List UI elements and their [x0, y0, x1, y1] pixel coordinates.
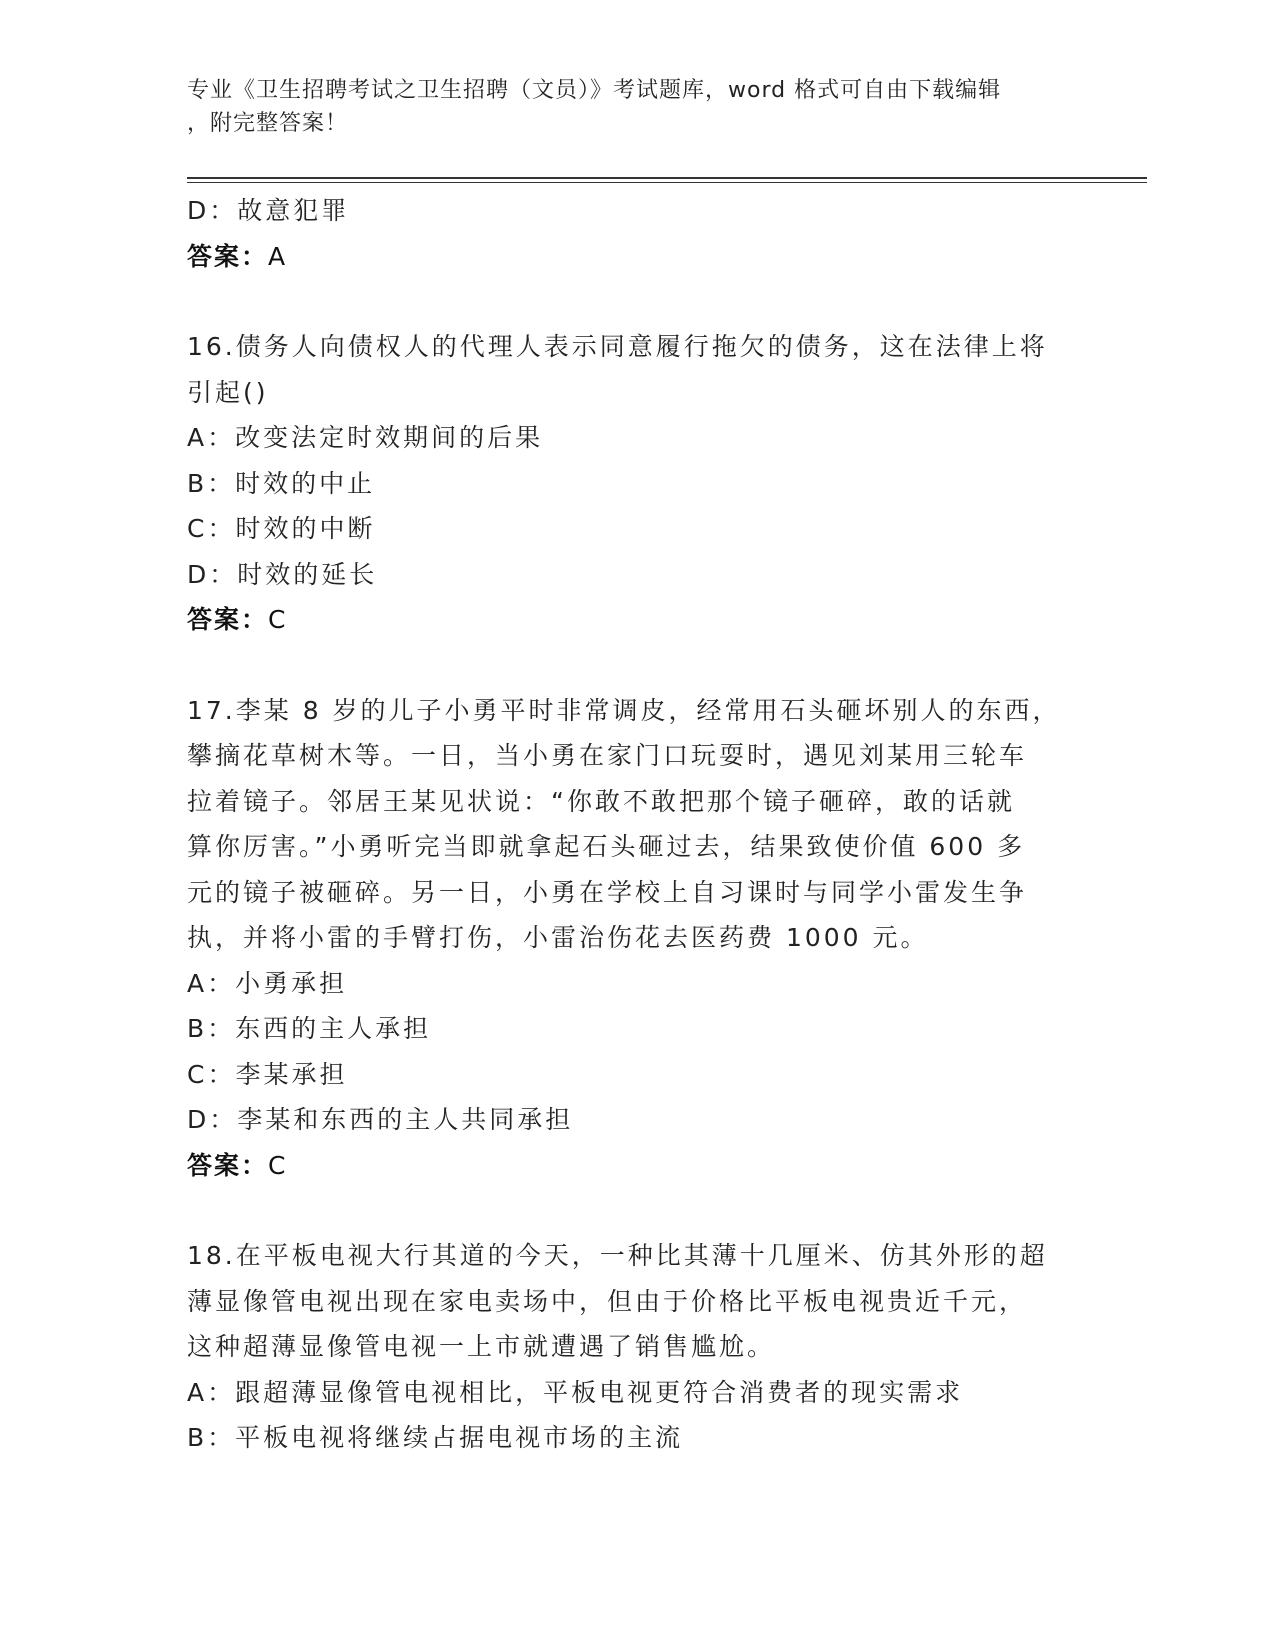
question-stem: 18.在平板电视大行其道的今天，一种比其薄十几厘米、仿其外形的超 — [187, 1241, 1048, 1270]
question-stem: 拉着镜子。邻居王某见状说：“你敢不敢把那个镜子砸碎，敢的话就 — [187, 786, 1015, 816]
question-stem: 薄显像管电视出现在家电卖场中，但由于价格比平板电视贵近千元， — [187, 1286, 1028, 1316]
option-a: A：跟超薄显像管电视相比，平板电视更符合消费者的现实需求 — [187, 1377, 964, 1407]
answer-label: 答案： — [187, 605, 269, 634]
answer-line — [187, 1143, 1077, 1189]
answer-line — [187, 234, 1077, 280]
question-stem: 17.李某 8 岁的儿子小勇平时非常调皮，经常用石头砸坏别人的东西， — [187, 695, 1061, 725]
question-stem: 算你厉害。”小勇听完当即就拿起石头砸过去，结果致使价值 600 多 — [187, 832, 1026, 861]
header-rule-thick — [187, 177, 1147, 179]
option-c: C：李某承担 — [187, 1059, 348, 1089]
option-a: A：改变法定时效期间的后果 — [187, 423, 544, 452]
question-stem: 引起() — [187, 377, 269, 407]
page-header — [187, 74, 1067, 140]
option-b: B：平板电视将继续占据电视市场的主流 — [187, 1423, 684, 1452]
question-stem: 元的镜子被砸碎。另一日，小勇在学校上自习课时与同学小雷发生争 — [187, 877, 1028, 907]
question-15-tail — [187, 188, 1077, 279]
answer-value: A — [268, 241, 288, 271]
header-line-1: 专业《卫生招聘考试之卫生招聘（文员）》考试题库，word 格式可自由下载编辑 — [187, 78, 1002, 103]
question-16 — [187, 324, 1077, 643]
question-stem: 这种超薄显像管电视一上市就遭遇了销售尴尬。 — [187, 1332, 776, 1361]
option-d: D：时效的延长 — [187, 559, 378, 589]
answer-value: C — [268, 1150, 288, 1180]
header-rule-thin — [187, 182, 1147, 183]
question-17 — [187, 688, 1077, 1189]
spacer — [187, 1188, 1077, 1233]
option-b: B：东西的主人承担 — [187, 1014, 432, 1043]
spacer — [187, 279, 1077, 324]
option-b: B：时效的中止 — [187, 468, 376, 498]
option-a: A：小勇承担 — [187, 968, 348, 998]
answer-line — [187, 597, 1077, 643]
option-d: D：李某和东西的主人共同承担 — [187, 1105, 574, 1134]
option-c: C：时效的中断 — [187, 514, 376, 543]
question-stem: 16.债务人向债权人的代理人表示同意履行拖欠的债务，这在法律上将 — [187, 332, 1048, 361]
question-stem: 执，并将小雷的手臂打伤，小雷治伤花去医药费 1000 元。 — [187, 923, 929, 952]
answer-label: 答案： — [187, 1150, 269, 1180]
question-stem: 攀摘花草树木等。一日，当小勇在家门口玩耍时，遇见刘某用三轮车 — [187, 741, 1028, 770]
spacer — [187, 643, 1077, 688]
option-d: D：故意犯罪 — [187, 196, 350, 225]
question-18 — [187, 1233, 1077, 1461]
answer-label: 答案： — [187, 241, 269, 271]
answer-value: C — [268, 605, 288, 634]
document-body — [187, 188, 1077, 1461]
header-line-2: ，附完整答案！ — [187, 111, 349, 136]
